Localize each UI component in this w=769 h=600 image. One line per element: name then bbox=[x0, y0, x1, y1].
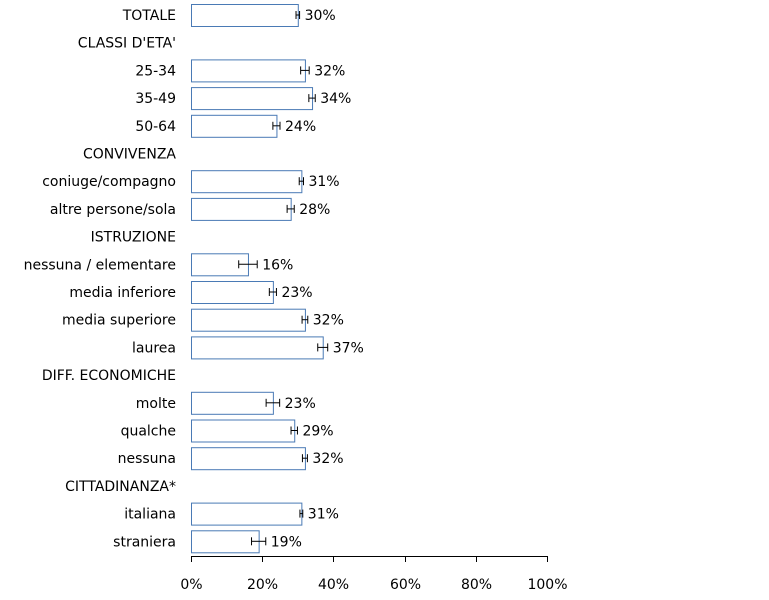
data-label: 16% bbox=[262, 257, 294, 274]
x-tick-label: 20% bbox=[246, 577, 279, 593]
category-label: nessuna / elementare bbox=[23, 257, 176, 274]
bar bbox=[192, 60, 306, 82]
bar bbox=[192, 503, 302, 525]
category-label: media inferiore bbox=[69, 285, 176, 301]
category-label: laurea bbox=[132, 340, 176, 357]
data-label: 31% bbox=[307, 506, 339, 523]
category-label: coniuge/compagno bbox=[42, 174, 176, 191]
bar bbox=[192, 115, 277, 137]
category-label: qualche bbox=[120, 423, 176, 440]
bar bbox=[192, 198, 292, 220]
category-label: straniera bbox=[113, 534, 176, 551]
data-label: 19% bbox=[270, 534, 302, 551]
data-label: 29% bbox=[302, 423, 334, 440]
group-label: ISTRUZIONE bbox=[90, 229, 176, 246]
category-label: TOTALE bbox=[122, 8, 176, 24]
x-tick-label: 80% bbox=[460, 577, 493, 593]
group-label: CLASSI D'ETA' bbox=[77, 35, 176, 52]
x-tick-label: 60% bbox=[389, 577, 422, 593]
category-label: 25-34 bbox=[135, 63, 176, 80]
x-tick-label: 40% bbox=[317, 577, 350, 593]
group-label: DIFF. ECONOMICHE bbox=[41, 368, 176, 385]
data-label: 23% bbox=[281, 285, 313, 301]
data-label: 30% bbox=[304, 8, 336, 24]
bar bbox=[192, 88, 313, 110]
bar bbox=[192, 309, 306, 331]
data-label: 24% bbox=[285, 118, 317, 135]
data-label: 31% bbox=[308, 174, 340, 191]
bar bbox=[192, 171, 302, 193]
category-label: 35-49 bbox=[135, 91, 176, 108]
bar bbox=[192, 448, 306, 470]
bar bbox=[192, 392, 274, 414]
category-label: italiana bbox=[124, 506, 176, 523]
x-axis bbox=[180, 556, 567, 593]
bar bbox=[192, 531, 260, 553]
plot-area bbox=[24, 5, 364, 553]
bar bbox=[192, 5, 299, 27]
data-label: 34% bbox=[320, 91, 352, 108]
data-label: 32% bbox=[312, 451, 344, 468]
group-label: CONVIVENZA bbox=[82, 146, 176, 163]
x-tick-label: 0% bbox=[180, 577, 203, 593]
category-label: altre persone/sola bbox=[49, 201, 176, 218]
data-label: 32% bbox=[312, 312, 344, 329]
category-label: 50-64 bbox=[135, 118, 176, 135]
group-label: CITTADINANZA* bbox=[65, 478, 176, 495]
category-label: nessuna bbox=[117, 451, 176, 468]
bar bbox=[192, 420, 295, 442]
bar bbox=[192, 282, 274, 304]
bar bbox=[192, 337, 324, 359]
data-label: 32% bbox=[314, 63, 346, 80]
data-label: 23% bbox=[284, 395, 316, 412]
x-tick-label: 100% bbox=[527, 577, 568, 593]
category-label: molte bbox=[135, 395, 176, 412]
data-label: 28% bbox=[299, 201, 331, 218]
category-label: media superiore bbox=[62, 312, 176, 329]
data-label: 37% bbox=[332, 340, 364, 357]
